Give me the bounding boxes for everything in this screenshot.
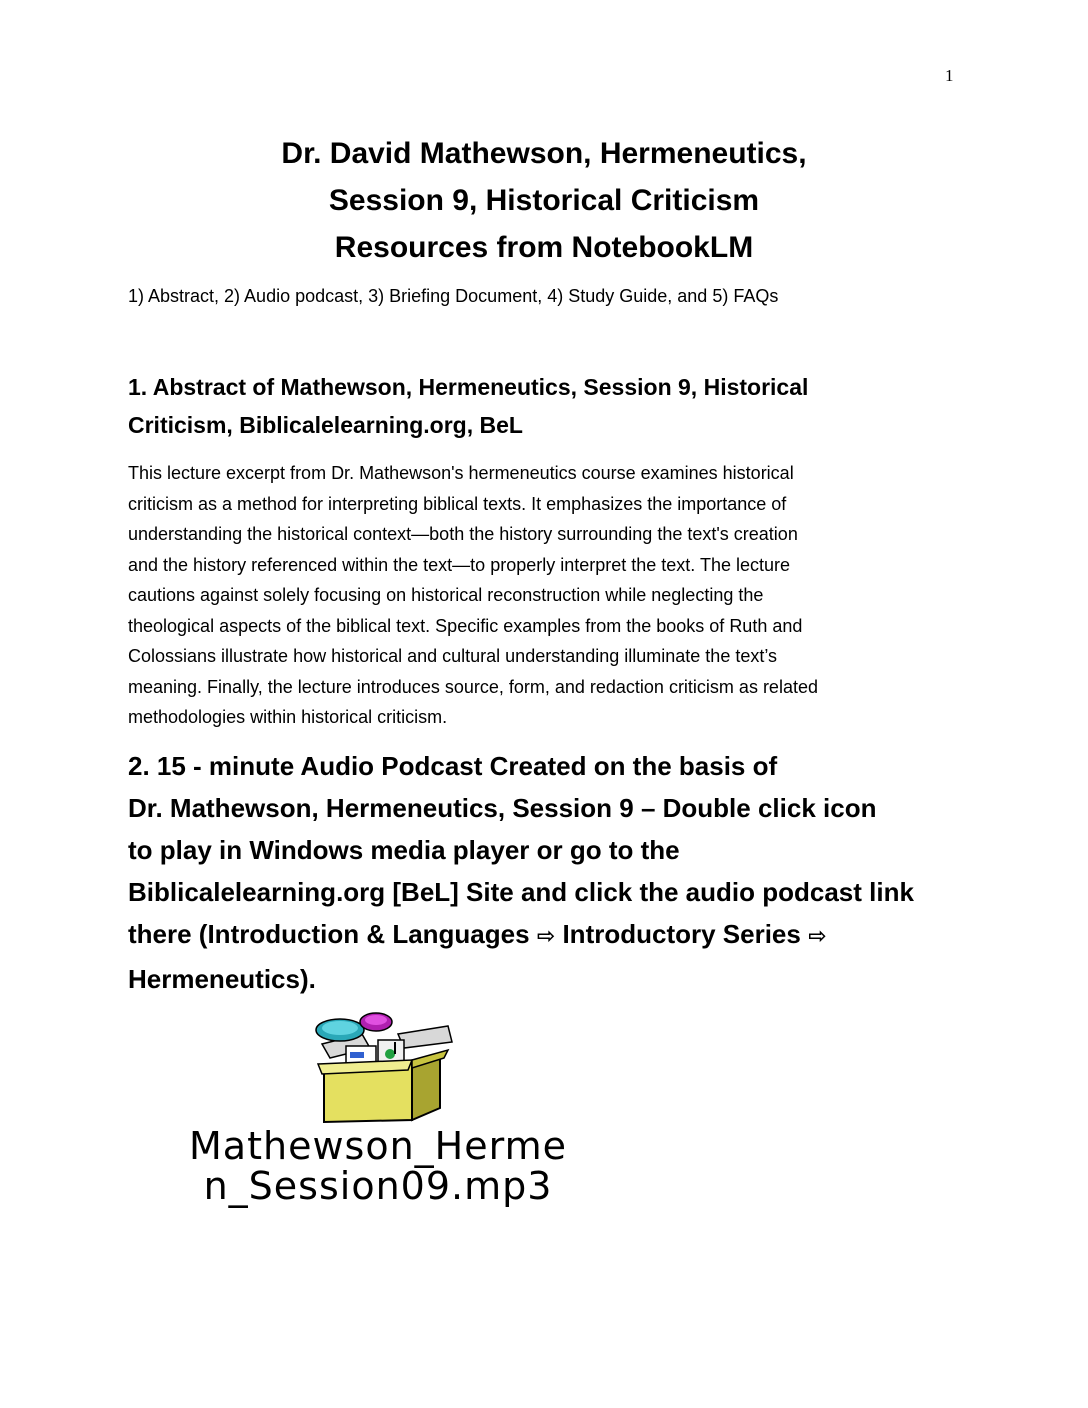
abstract-line: and the history referenced within the text—to properly interpret the text. The lecture xyxy=(128,554,791,575)
page-number: 1 xyxy=(945,66,954,85)
section-2-line-3: to play in Windows media player or go to the xyxy=(128,835,680,865)
section-2-line-5-part-1: there (Introduction & Languages xyxy=(128,919,537,949)
abstract-line: methodologies within historical criticism. xyxy=(128,707,448,727)
section-2-line-6: Hermeneutics). xyxy=(128,964,316,994)
audio-file-name[interactable] xyxy=(128,1126,628,1206)
right-arrow-icon: ⇨ xyxy=(536,924,556,949)
title-line-2: Session 9, Historical Criticism xyxy=(328,184,760,217)
package-icon[interactable] xyxy=(300,1012,460,1124)
audio-file-name-line-2: n_Session09.mp3 xyxy=(203,1164,553,1208)
resources-list: 1) Abstract, 2) Audio podcast, 3) Briefing Document, 4) Study Guide, and 5) FAQs xyxy=(128,286,779,306)
section-2-line-2: Dr. Mathewson, Hermeneutics, Session 9 – Double click icon xyxy=(128,793,877,823)
section-2-line-5-part-2: Introductory Series xyxy=(555,919,809,949)
section-2-line-4: Biblicalelearning.org [BeL] Site and click the audio podcast link xyxy=(128,877,914,907)
abstract-line: cautions against solely focusing on historical reconstruction while neglecting the xyxy=(128,585,764,605)
abstract-line: criticism as a method for interpreting biblical texts. It emphasizes the importance of xyxy=(128,493,787,514)
audio-file-name-line-1: Mathewson_Herme xyxy=(189,1124,567,1168)
abstract-line: understanding the historical context—both the history surrounding the text's creation xyxy=(128,524,798,544)
right-arrow-icon: ⇨ xyxy=(808,924,827,949)
page-title xyxy=(0,130,1088,271)
abstract-paragraph xyxy=(128,458,958,733)
section-2-line-1: 2. 15 - minute Audio Podcast Created on the basis of xyxy=(128,751,778,781)
section-2-line-5 xyxy=(128,913,978,958)
abstract-line: meaning. Finally, the lecture introduces source, form, and redaction criticism as related xyxy=(128,676,818,697)
abstract-line: Colossians illustrate how historical and cultural understanding illuminate the text’s xyxy=(128,646,778,666)
section-1-heading-line-2: Criticism, Biblicalelearning.org, BeL xyxy=(128,412,523,438)
abstract-line: theological aspects of the biblical text. Specific examples from the books of Ruth and xyxy=(128,615,803,636)
section-1-heading xyxy=(128,368,928,444)
section-1-heading-line-1: 1. Abstract of Mathewson, Hermeneutics, Session 9, Historical xyxy=(128,374,809,400)
title-line-1: Dr. David Mathewson, Hermeneutics, xyxy=(281,137,807,170)
title-line-3: Resources from NotebookLM xyxy=(334,231,754,264)
abstract-line: This lecture excerpt from Dr. Mathewson's hermeneutics course examines historical xyxy=(128,463,794,483)
section-2-heading xyxy=(128,745,978,1000)
